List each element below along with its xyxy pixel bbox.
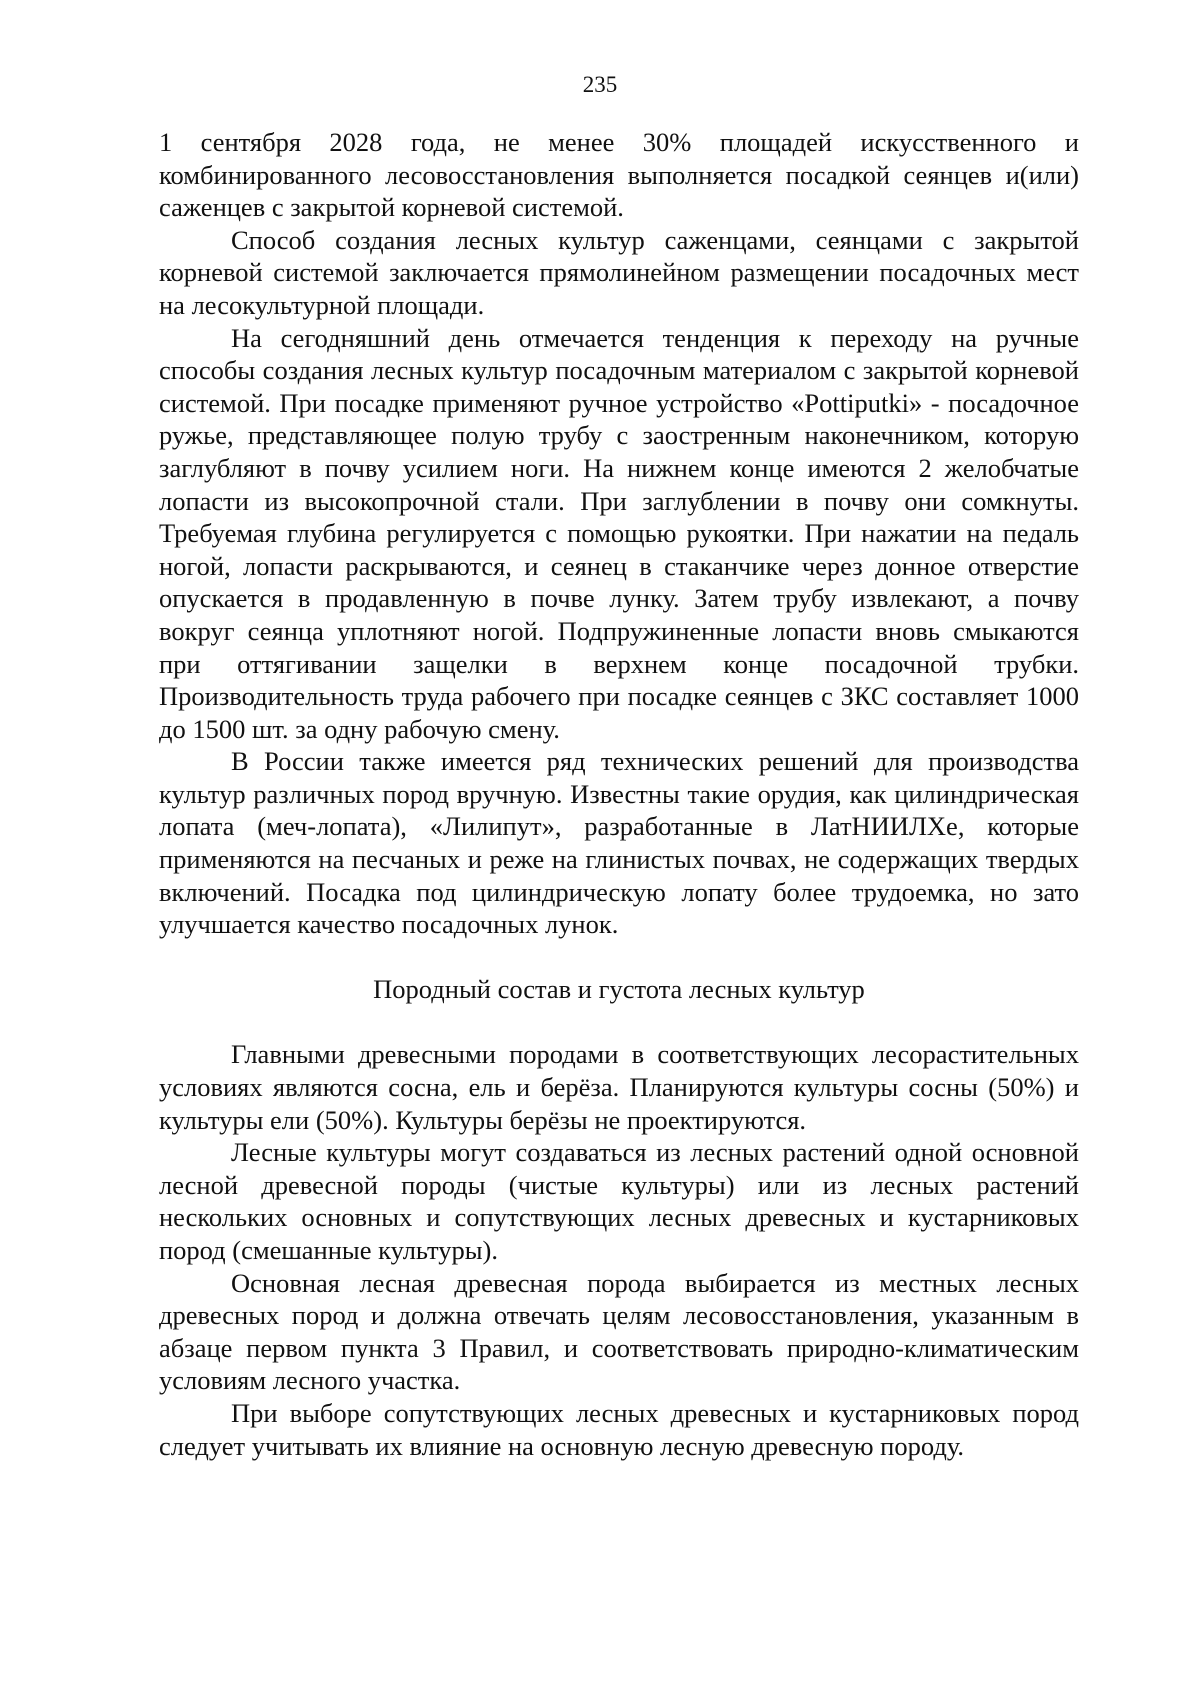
document-body — [159, 126, 1079, 1462]
page-number: 235 — [582, 72, 618, 97]
paragraph: Лесные культуры могут создаваться из лесных растений одной основной лесной древесной породы (чистые культуры) или из лесных растений нескольких основных и сопутствующих лесных древесных и кустарниковых пород (смешанные культуры). — [159, 1137, 1079, 1265]
paragraph: Главными древесными породами в соответствующих лесорастительных условиях являются сосна, ель и берёза. Планируются культуры сосны (50%) и культуры ели (50%). Культуры берёзы не проектируются. — [159, 1039, 1079, 1135]
section-heading: Породный состав и густота лесных культур — [373, 973, 865, 1004]
paragraph: 1 сентября 2028 года, не менее 30% площадей искусственного и комбинированного лесовосстановления выполняется посадкой сеянцев и(или) саженцев с закрытой корневой системой. — [159, 127, 1079, 223]
paragraph: При выборе сопутствующих лесных древесных и кустарниковых пород следует учитывать их влияние на основную лесную древесную породу. — [159, 1397, 1079, 1461]
paragraph: На сегодняшний день отмечается тенденция к переходу на ручные способы создания лесных культур посадочным материалом с закрытой корневой системой. При посадке применяют ручное устройство «Pottiputki» - посадочное ружье, представляющее полую трубу с заостренным наконечником, которую заглубляют в почву усилием ноги. На нижнем конце имеются 2 желобчатые лопасти из высокопрочной стали. При заглублении в почву они сомкнуты. Требуемая глубина регулируется с помощью рукоятки. При нажатии на педаль ногой, лопасти раскрываются, и сеянец в стаканчике через донное отверстие опускается в продавленную в почве лунку. Затем трубу извлекают, а почву вокруг сеянца уплотняют ногой. Подпружиненные лопасти вновь смыкаются при оттягивании защелки в верхнем конце посадочной трубки. Производительность труда рабочего при посадке сеянцев с ЗКС составляет 1000 до 1500 шт. за одну рабочую смену. — [159, 322, 1079, 744]
paragraph: В России также имеется ряд технических решений для производства культур различных пород вручную. Известны такие орудия, как цилиндрическая лопата (меч-лопата), «Лилипут», разработанные в ЛатНИИЛХе, которые применяются на песчаных и реже на глинистых почвах, не содержащих твердых включений. Посадка под цилиндрическую лопату более трудоемка, но зато улучшается качество посадочных лунок. — [159, 746, 1079, 940]
paragraph: Способ создания лесных культур саженцами, сеянцами с закрытой корневой системой заключается прямолинейном размещении посадочных мест на лесокультурной площади. — [159, 224, 1079, 320]
paragraph: Основная лесная древесная порода выбирается из местных лесных древесных пород и должна отвечать целям лесовосстановления, указанным в абзаце первом пункта 3 Правил, и соответствовать природно-климатическим условиям лесного участка. — [159, 1267, 1079, 1396]
